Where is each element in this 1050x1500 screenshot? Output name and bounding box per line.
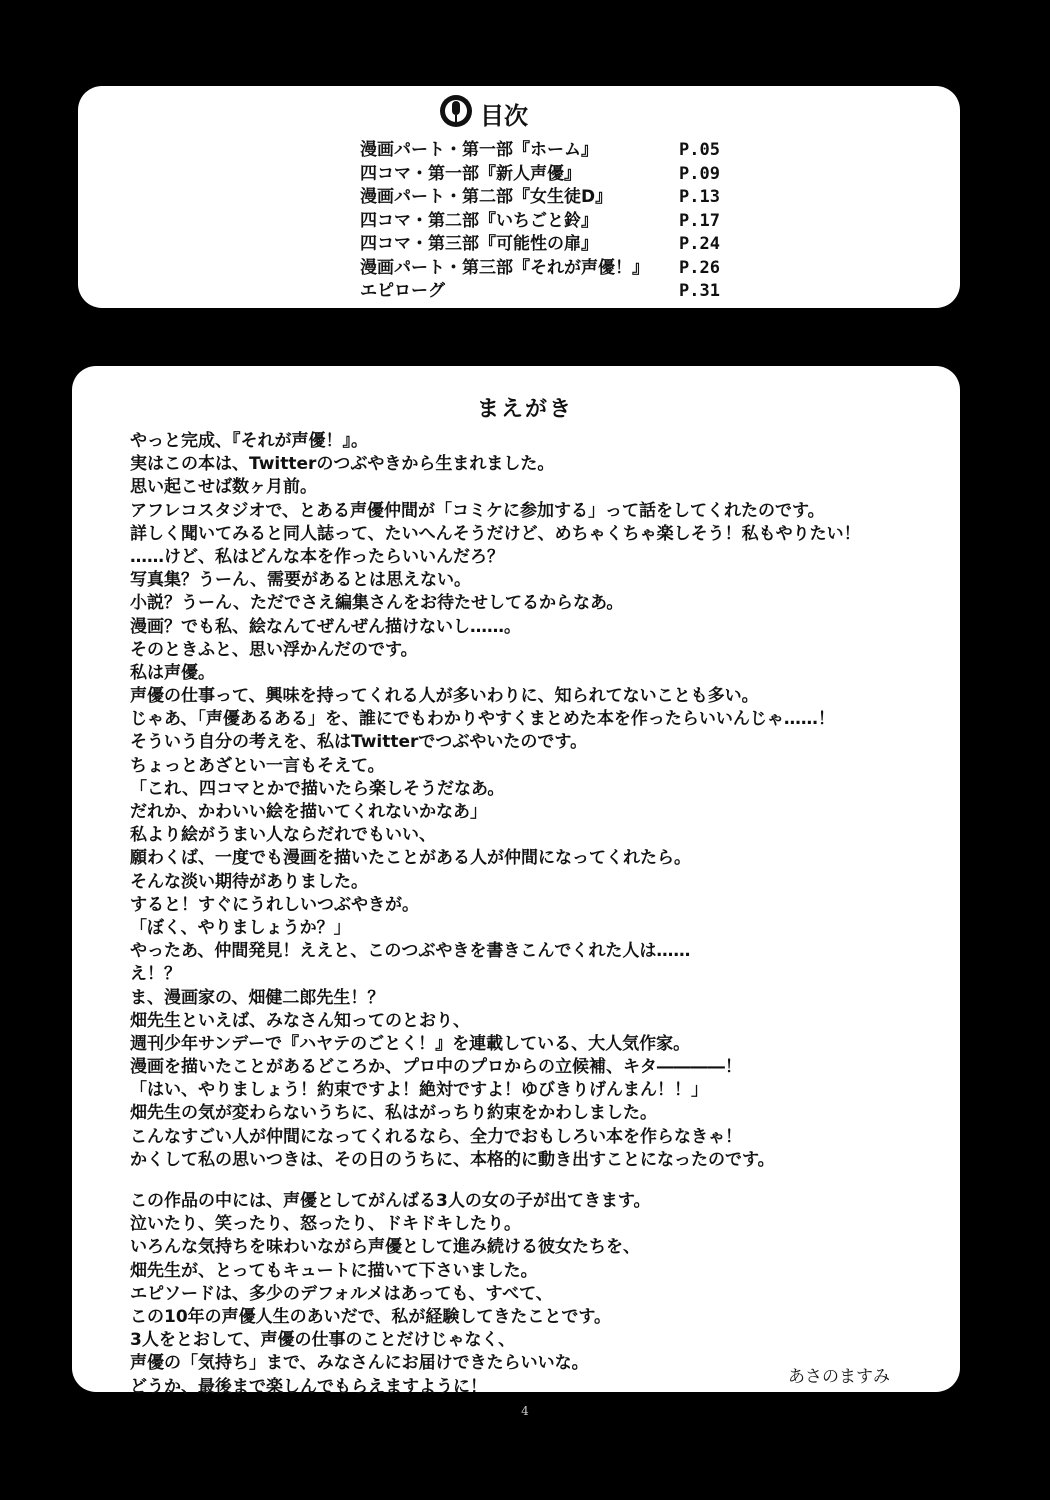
preface-line: 写真集？うーん、需要があるとは思えない。: [130, 570, 472, 591]
toc-item-label: 四コマ・第二部『いちごと鈴』: [360, 210, 598, 231]
toc-title: 目次: [480, 101, 528, 130]
preface-line: 詳しく聞いてみると同人誌って、たいへんそうだけど、めちゃくちゃ楽しそう！私もやりたい！: [130, 523, 861, 544]
preface-title: まえがき: [476, 397, 573, 422]
toc-item-label: 漫画パート・第一部『ホーム』: [360, 140, 598, 160]
toc-item: [360, 210, 720, 234]
preface-line: アフレコスタジオで、とある声優仲間が「コミケに参加する」って話をしてくれたのです。: [130, 500, 825, 521]
preface-line: こんなすごい人が仲間になってくれるなら、全力でおもしろい本を作らなきゃ！: [130, 1126, 742, 1147]
preface-line: いろんな気持ちを味わいながら声優として進み続ける彼女たちを、: [130, 1237, 640, 1258]
toc-heading: [438, 93, 528, 133]
preface-line: そんな淡い期待がありました。: [130, 871, 368, 892]
preface-line: 思い起こせば数ヶ月前。: [130, 477, 317, 498]
toc-item-page: P.31: [679, 281, 720, 301]
preface-line: 私は声優。: [130, 662, 215, 683]
toc-item-label: エピローグ: [360, 281, 445, 301]
toc-item-label: 四コマ・第三部『可能性の扉』: [360, 234, 598, 254]
preface-line: やっと完成、『それが声優！』。: [130, 431, 368, 451]
author-signature: あさのますみ: [788, 1367, 890, 1387]
preface-line: 「ぼく、やりましょうか？」: [130, 917, 351, 938]
preface-line: この10年の声優人生のあいだで、私が経験してきたことです。: [130, 1306, 611, 1327]
preface-line: 畑先生といえば、みなさん知ってのとおり、: [130, 1010, 470, 1031]
preface-line: 声優の仕事って、興味を持ってくれる人が多いわりに、知られてないことも多い。: [130, 686, 759, 707]
toc-item-page: P.13: [679, 187, 720, 207]
preface-line: ……けど、私はどんな本を作ったらいいんだろ？: [130, 546, 504, 567]
preface-line: すると！すぐにうれしいつぶやきが。: [130, 894, 419, 915]
preface-line: 漫画を描いたことがあるどころか、プロ中のプロからの立候補、キタ――――！: [130, 1057, 742, 1078]
preface-line: え！？: [130, 964, 181, 985]
preface-line: ま、漫画家の、畑健二郎先生！？: [130, 987, 385, 1008]
toc-list: [360, 139, 720, 304]
toc-item-page: P.26: [679, 257, 720, 278]
toc-item: [360, 280, 720, 304]
preface-line: 私より絵がうまい人ならだれでもいい、: [130, 825, 436, 846]
preface-line: この作品の中には、声優としてがんばる3人の女の子が出てきます。: [130, 1191, 651, 1211]
preface-line: 願わくば、一度でも漫画を描いたことがある人が仲間になってくれたら。: [130, 848, 691, 869]
toc-item-page: P.24: [679, 234, 720, 254]
toc-item: [360, 186, 720, 210]
preface-line: エピソードは、多少のデフォルメはあっても、すべて、: [130, 1283, 553, 1304]
preface-line: 週刊少年サンデーで『ハヤテのごとく！』を連載している、大人気作家。: [130, 1033, 691, 1054]
toc-item-label: 漫画パート・第二部『女生徒D』: [360, 187, 613, 207]
preface-line: 小説？うーん、ただでさえ編集さんをお待たせしてるからなあ。: [130, 593, 624, 614]
preface-line: 3人をとおして、声優の仕事のことだけじゃなく、: [130, 1330, 516, 1351]
preface-body: [130, 430, 930, 1399]
preface-line: そのときふと、思い浮かんだのです。: [130, 639, 418, 660]
preface-line: 声優の「気持ち」まで、みなさんにお届けできたらいいな。: [130, 1353, 589, 1374]
preface-line: どうか、最後まで楽しんでもらえますように！: [130, 1376, 487, 1397]
toc-item-page: P.17: [679, 210, 720, 231]
preface-line: 泣いたり、笑ったり、怒ったり、ドキドキしたり。: [130, 1214, 521, 1235]
preface-line: 「はい、やりましょう！約束ですよ！絶対ですよ！ゆびきりげんまん！！」: [130, 1080, 708, 1101]
preface-line: 畑先生が、とってもキュートに描いて下さいました。: [130, 1260, 538, 1281]
preface-line: ちょっとあざとい一言もそえて。: [130, 755, 385, 776]
toc-item: [360, 163, 720, 187]
toc-item: [360, 257, 720, 281]
preface-line: だれか、かわいい絵を描いてくれないかなあ」: [130, 802, 487, 822]
preface-line: やったあ、仲間発見！ええと、このつぶやきを書きこんでくれた人は……: [130, 941, 691, 962]
paragraph-gap: [130, 1172, 930, 1190]
toc-item: [360, 233, 720, 257]
toc-item-page: P.09: [679, 163, 720, 184]
preface-line: 畑先生の気が変わらないうちに、私はがっちり約束をかわしました。: [130, 1103, 657, 1124]
page-number: 4: [521, 1404, 529, 1418]
preface-line: 漫画？でも私、絵なんてぜんぜん描けないし……。: [130, 616, 521, 637]
toc-item-label: 漫画パート・第三部『それが声優！』: [360, 257, 649, 278]
toc-item-label: 四コマ・第一部『新人声優』: [360, 163, 581, 184]
preface-line: 「これ、四コマとかで描いたら楽しそうだなあ。: [130, 778, 505, 799]
preface-line: そういう自分の考えを、私はTwitterでつぶやいたのです。: [130, 732, 588, 753]
preface-line: かくして私の思いつきは、その日のうちに、本格的に動き出すことになったのです。: [130, 1149, 775, 1170]
preface-line: じゃあ、「声優あるある」を、誰にでもわかりやすくまとめた本を作ったらいいんじゃ……！: [130, 709, 835, 730]
toc-item: [360, 139, 720, 163]
preface-line: 実はこの本は、Twitterのつぶやきから生まれました。: [130, 454, 555, 475]
microphone-icon: [438, 93, 474, 133]
toc-item-page: P.05: [679, 140, 720, 160]
